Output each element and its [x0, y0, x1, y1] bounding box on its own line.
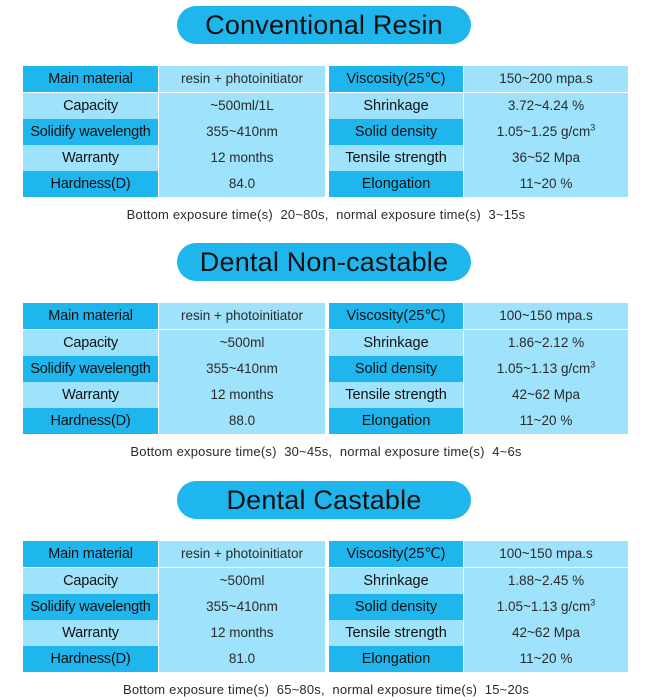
- spec-key: Solid density: [329, 356, 463, 382]
- spec-key: Warranty: [23, 620, 158, 646]
- spec-key: Warranty: [23, 145, 158, 171]
- spec-value: resin + photoinitiator: [159, 541, 325, 567]
- spec-value: [464, 119, 628, 145]
- spec-key: Main material: [23, 303, 158, 329]
- section-title-pill: Dental Castable: [177, 481, 471, 519]
- spec-key: Elongation: [329, 171, 463, 197]
- spec-value: 11~20 %: [464, 408, 628, 434]
- spec-key: Tensile strength: [329, 382, 463, 408]
- spec-key: Solid density: [329, 119, 463, 145]
- spec-value: resin + photoinitiator: [159, 66, 325, 92]
- spec-value: 84.0: [159, 171, 325, 197]
- spec-key: Hardness(D): [23, 408, 158, 434]
- spec-table: [23, 303, 628, 434]
- spec-key: Tensile strength: [329, 145, 463, 171]
- spec-key: Solidify wavelength: [23, 119, 158, 145]
- spec-value: ~500ml: [159, 568, 325, 594]
- spec-value: 36~52 Mpa: [464, 145, 628, 171]
- spec-key: Viscosity(25℃): [329, 303, 463, 329]
- density-superscript: 3: [590, 359, 596, 370]
- spec-key: Warranty: [23, 382, 158, 408]
- spec-value: 12 months: [159, 145, 325, 171]
- spec-key: Solidify wavelength: [23, 356, 158, 382]
- spec-value: 12 months: [159, 382, 325, 408]
- exposure-note: Bottom exposure time(s) 65~80s, normal exposure time(s) 15~20s: [122, 682, 530, 697]
- spec-value: 3.72~4.24 %: [464, 93, 628, 119]
- spec-key: Tensile strength: [329, 620, 463, 646]
- spec-table: [23, 66, 628, 197]
- spec-value: 1.88~2.45 %: [464, 568, 628, 594]
- exposure-note: Bottom exposure time(s) 20~80s, normal exposure time(s) 3~15s: [126, 207, 526, 222]
- spec-table: [23, 541, 628, 672]
- spec-value: 355~410nm: [159, 594, 325, 620]
- density-value: 1.05~1.13 g/cm: [496, 599, 591, 614]
- spec-value: 42~62 Mpa: [464, 382, 628, 408]
- spec-key: Shrinkage: [329, 568, 463, 594]
- spec-key: Viscosity(25℃): [329, 66, 463, 92]
- density-superscript: 3: [590, 597, 596, 608]
- spec-value: 11~20 %: [464, 646, 628, 672]
- spec-value: 88.0: [159, 408, 325, 434]
- spec-value: 100~150 mpa.s: [464, 541, 628, 567]
- spec-value: 100~150 mpa.s: [464, 303, 628, 329]
- spec-value: 1.86~2.12 %: [464, 330, 628, 356]
- spec-key: Hardness(D): [23, 171, 158, 197]
- spec-key: Capacity: [23, 93, 158, 119]
- spec-key: Main material: [23, 541, 158, 567]
- spec-key: Hardness(D): [23, 646, 158, 672]
- spec-key: Main material: [23, 66, 158, 92]
- spec-value: ~500ml: [159, 330, 325, 356]
- spec-key: Solid density: [329, 594, 463, 620]
- section-title-pill: Conventional Resin: [177, 6, 471, 44]
- spec-key: Shrinkage: [329, 93, 463, 119]
- spec-key: Elongation: [329, 646, 463, 672]
- spec-value: 150~200 mpa.s: [464, 66, 628, 92]
- spec-key: Viscosity(25℃): [329, 541, 463, 567]
- section-title-pill: Dental Non-castable: [177, 243, 471, 281]
- density-value: 1.05~1.13 g/cm: [496, 361, 591, 376]
- density-superscript: 3: [590, 122, 596, 133]
- spec-key: Capacity: [23, 568, 158, 594]
- spec-key: Shrinkage: [329, 330, 463, 356]
- spec-value: 42~62 Mpa: [464, 620, 628, 646]
- spec-key: Solidify wavelength: [23, 594, 158, 620]
- spec-value: ~500ml/1L: [159, 93, 325, 119]
- spec-value: 81.0: [159, 646, 325, 672]
- spec-key: Capacity: [23, 330, 158, 356]
- spec-value: 355~410nm: [159, 119, 325, 145]
- spec-value: 11~20 %: [464, 171, 628, 197]
- spec-value: 12 months: [159, 620, 325, 646]
- spec-key: Elongation: [329, 408, 463, 434]
- spec-value: [464, 594, 628, 620]
- spec-value: 355~410nm: [159, 356, 325, 382]
- spec-value: [464, 356, 628, 382]
- density-value: 1.05~1.25 g/cm: [496, 124, 591, 139]
- exposure-note: Bottom exposure time(s) 30~45s, normal exposure time(s) 4~6s: [130, 444, 522, 459]
- spec-value: resin + photoinitiator: [159, 303, 325, 329]
